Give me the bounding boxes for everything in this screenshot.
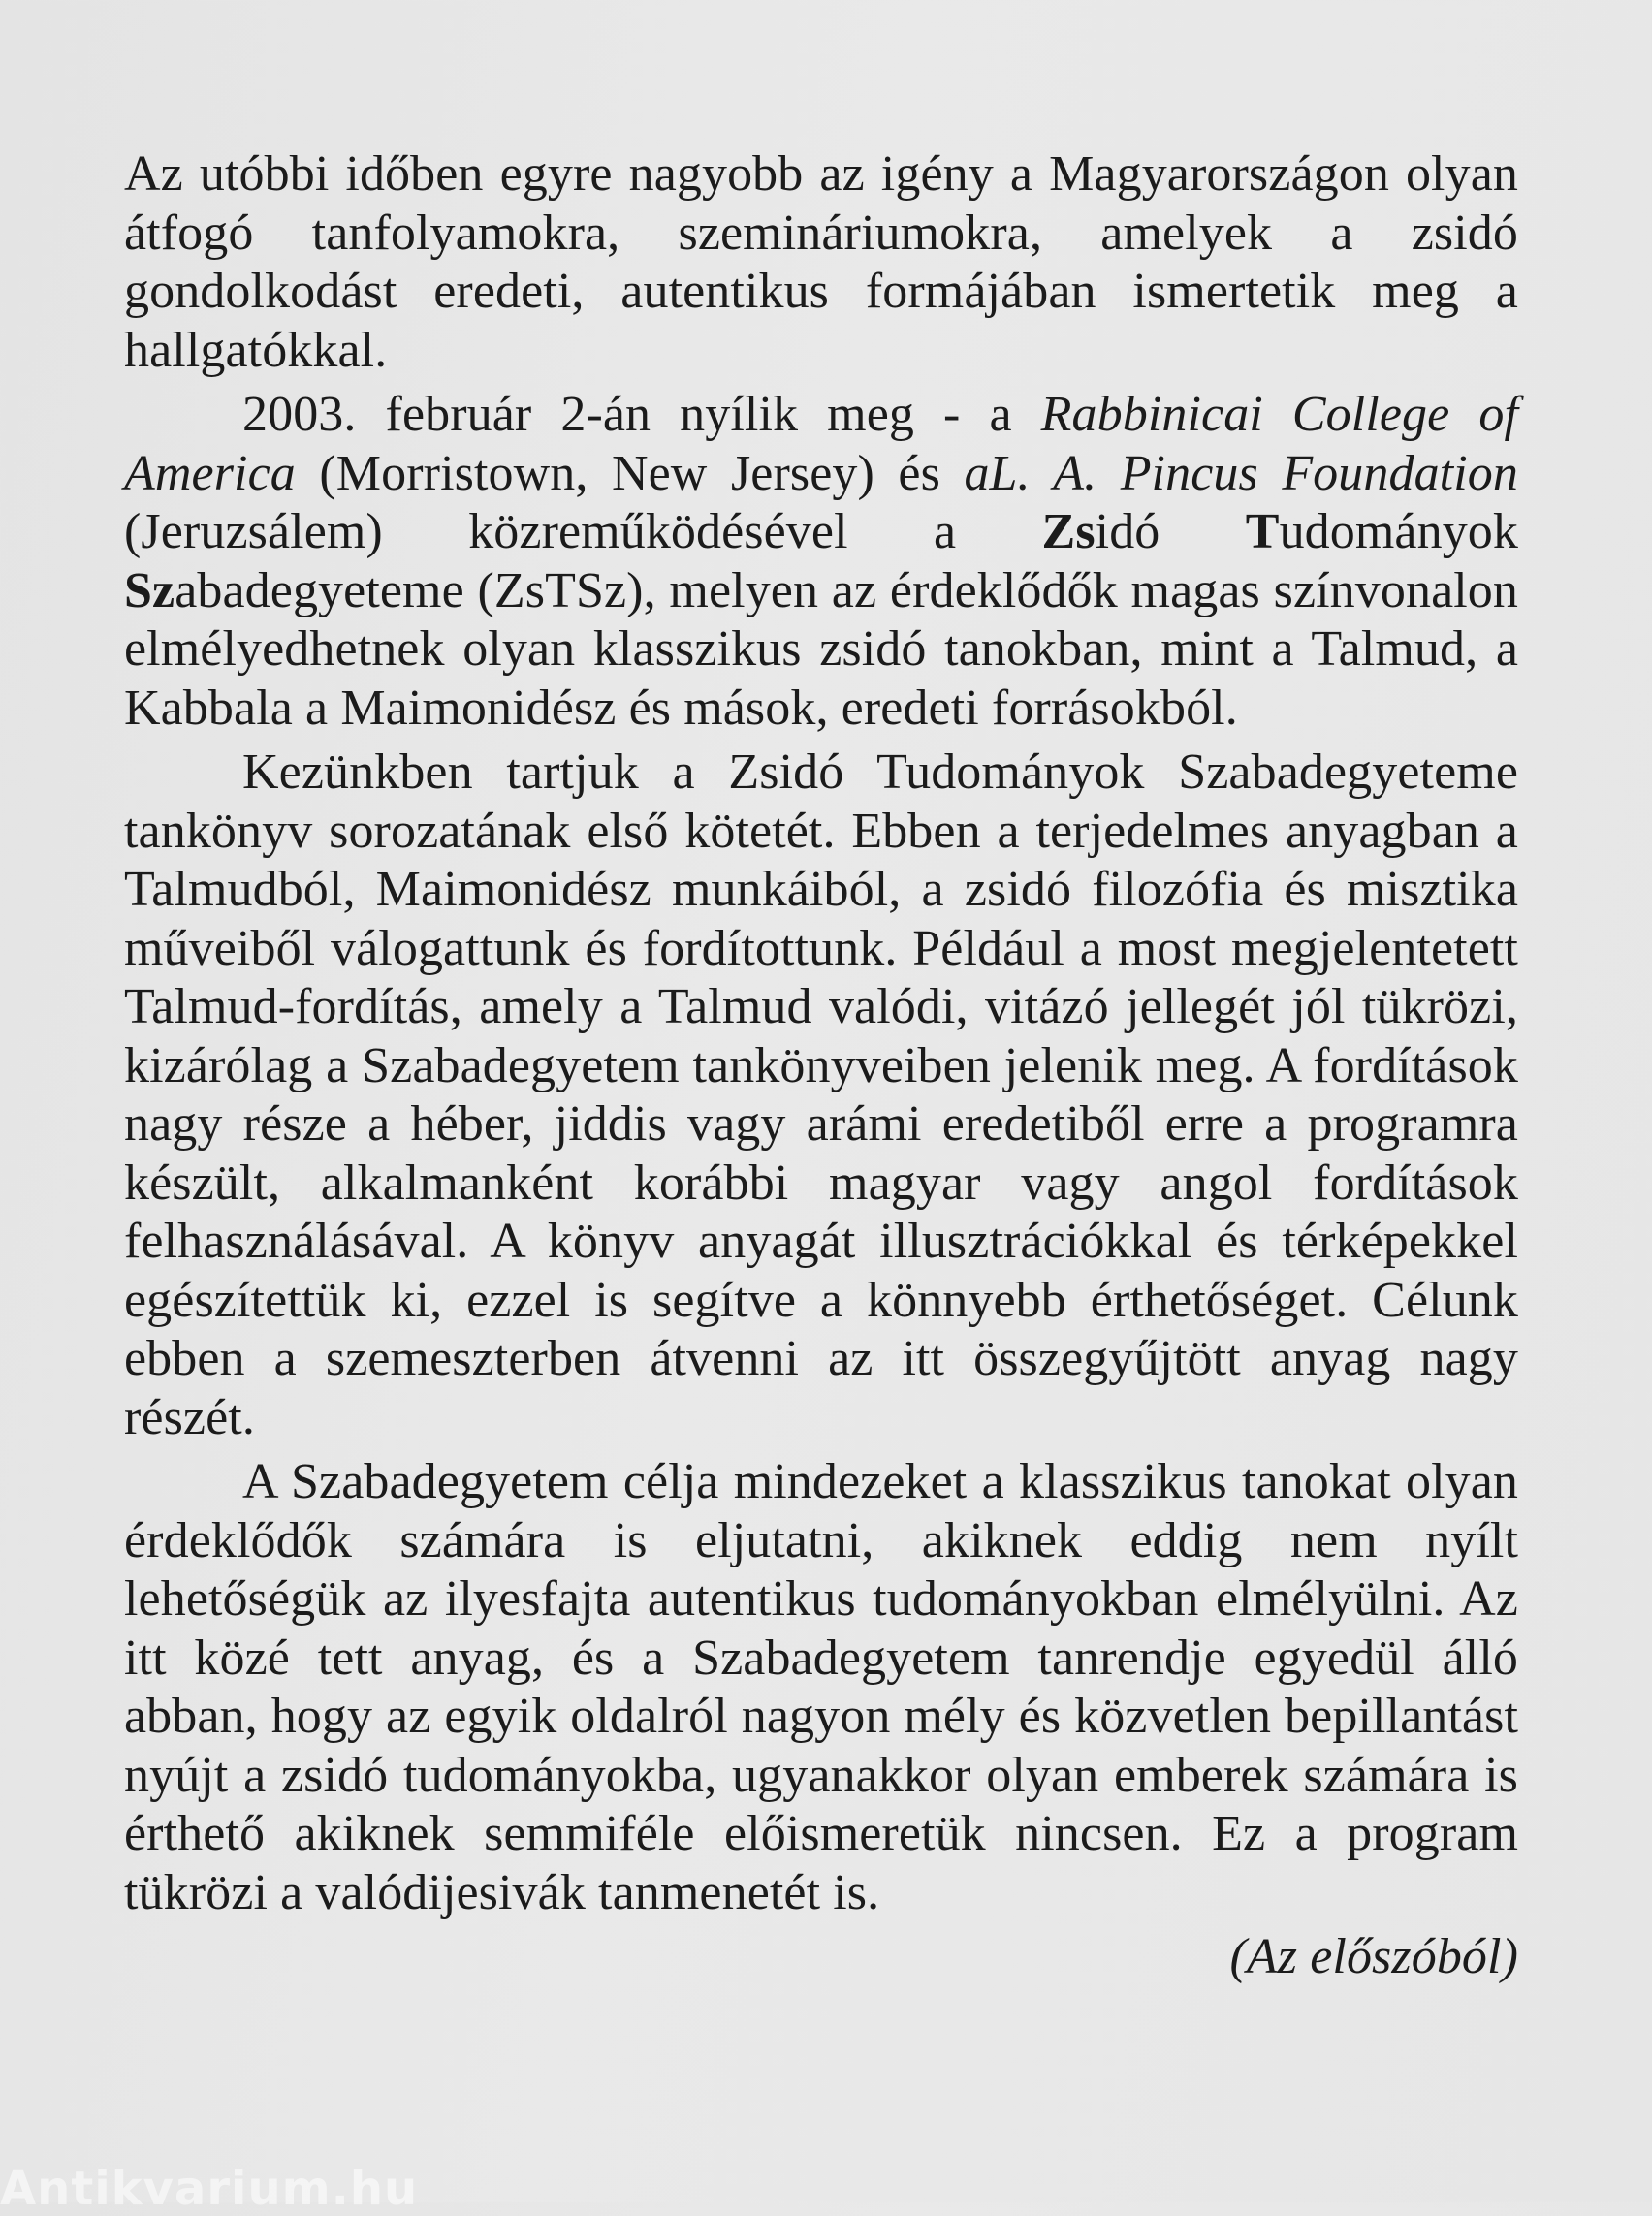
paragraph-3	[124, 744, 1518, 1447]
paragraph-1	[124, 145, 1518, 380]
paragraph-4	[124, 1453, 1518, 1922]
watermark-logo: Antikvarium.hu	[0, 2162, 419, 2216]
text-run: Rabbinicai College of America	[124, 387, 1518, 501]
text-run: Zs	[1041, 504, 1096, 559]
attribution: (Az előszóból)	[1229, 1929, 1518, 1984]
text-run: abadegyeteme (ZsTSz), melyen az érdeklődők magas színvonalon elmélyedhetnek olyan klasszikus zsidó tanokban, mint a Talmud, a Kabbala a Maimonidész és mások, eredeti forrásokból.	[124, 562, 1518, 736]
document-page	[124, 145, 1518, 1987]
text-run: T	[1245, 504, 1280, 559]
text-run: udományok	[1279, 504, 1518, 559]
text-run: (Jeruzsálem) közreműködésével a	[124, 504, 1042, 559]
body-text	[124, 145, 1518, 1922]
text-run: (Morristown, New Jersey) és	[295, 445, 965, 501]
paragraph-2	[124, 386, 1518, 738]
text-run: Sz	[124, 562, 175, 618]
text-run: idó	[1095, 504, 1246, 559]
text-run: 2003. február 2-án nyílik meg - a	[242, 387, 1041, 442]
text-run: aL. A. Pincus Foundation	[964, 445, 1518, 501]
text-run: A Szabadegyetem célja mindezeket a klasszikus tanokat olyan érdeklődők számára is eljutatni, akiknek eddig nem nyílt lehetőségük az ilyesfajta autentikus tudományokban elmélyülni. Az itt közé tett anyag, és a Szabadegyetem tanrendje egyedül álló abban, hogy az egyik oldalról nagyon mély és közvetlen bepillantást nyújt a zsidó tudományokba, ugyanakkor olyan emberek számára is érthető akiknek semmiféle előismeretük nincsen. Ez a program tükrözi a valódijesivák tanmenetét is.	[124, 1454, 1518, 1920]
text-run: Kezünkben tartjuk a Zsidó Tudományok Szabadegyeteme tankönyv sorozatának első kötetét. Ebben a terjedelmes anyagban a Talmudból, Maimonidész munkáiból, a zsidó filozófia és misztika műveiből válogattunk és fordítottunk. Például a most megjelentetett Talmud-fordítás, amely a Talmud valódi, vitázó jellegét jól tükrözi, kizárólag a Szabadegyetem tankönyveiben jelenik meg. A fordítások nagy része a héber, jiddis vagy arámi eredetiből erre a programra készült, alkalmanként korábbi magyar vagy angol fordítások felhasználásával. A könyv anyagát illusztrációkkal és térképekkel egészítettük ki, ezzel is segítve a könnyebb érthetőséget. Célunk ebben a szemeszterben átvenni az itt összegyűjtött anyag nagy részét.	[124, 744, 1518, 1445]
text-run: Az utóbbi időben egyre nagyobb az igény a Magyarországon olyan átfogó tanfolyamokra, szemináriumokra, amelyek a zsidó gondolkodást eredeti, autentikus formájában ismertetik meg a hallgatókkal.	[124, 146, 1518, 378]
